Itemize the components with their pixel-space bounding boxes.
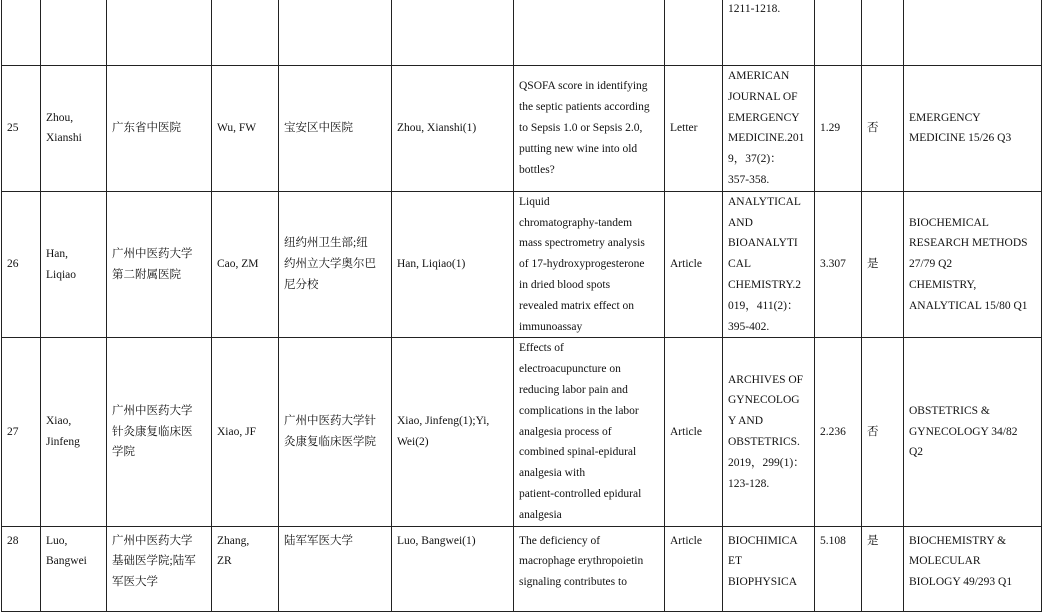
type-cell: Article [665, 526, 723, 611]
category-cell: OBSTETRICS & GYNECOLOGY 34/82 Q2 [904, 338, 1042, 526]
corresponding-author-cell: Wu, FW [212, 66, 279, 192]
type-cell: Article [665, 338, 723, 526]
authors-cell: Xiao, Jinfeng(1);Yi, Wei(2) [392, 338, 514, 526]
corresponding-unit-cell: 纽约州卫生部;纽 约州立大学奥尔巴 尼分校 [279, 191, 392, 338]
authors-cell: Zhou, Xianshi(1) [392, 66, 514, 192]
title-cell [514, 0, 665, 66]
impact-factor-cell [815, 0, 862, 66]
journal-cell: ANALYTICAL AND BIOANALYTI CAL CHEMISTRY.2 019，411(2)： 395-402. [723, 191, 815, 338]
first-unit-cell: 广州中医药大学 针灸康复临床医 学院 [107, 338, 212, 526]
corresponding-author-cell: Zhang, ZR [212, 526, 279, 611]
table-row [2, 0, 1042, 66]
first-author-cell: Luo, Bangwei [41, 526, 107, 611]
corresponding-author-cell [212, 0, 279, 66]
impact-factor-cell: 1.29 [815, 66, 862, 192]
journal-cell: AMERICAN JOURNAL OF EMERGENCY MEDICINE.201 9，37(2)： 357-358. [723, 66, 815, 192]
type-cell: Article [665, 191, 723, 338]
type-cell [665, 0, 723, 66]
corresponding-unit-cell [279, 0, 392, 66]
authors-cell: Luo, Bangwei(1) [392, 526, 514, 611]
flag-cell [862, 0, 904, 66]
category-cell [904, 0, 1042, 66]
row-number-cell: 28 [2, 526, 41, 611]
row-number-cell: 27 [2, 338, 41, 526]
type-cell: Letter [665, 66, 723, 192]
flag-cell: 否 [862, 66, 904, 192]
category-cell: BIOCHEMISTRY & MOLECULAR BIOLOGY 49/293 Q1 [904, 526, 1042, 611]
corresponding-unit-cell: 广州中医药大学针 灸康复临床医学院 [279, 338, 392, 526]
first-author-cell: Xiao, Jinfeng [41, 338, 107, 526]
row-number-cell: 25 [2, 66, 41, 192]
table-row [2, 66, 1042, 192]
corresponding-author-cell: Cao, ZM [212, 191, 279, 338]
corresponding-unit-cell: 陆军军医大学 [279, 526, 392, 611]
impact-factor-cell: 2.236 [815, 338, 862, 526]
first-author-cell [41, 0, 107, 66]
table-row [2, 526, 1042, 611]
title-cell: Liquid chromatography-tandem mass spectrometry analysis of 17-hydroxyprogesterone in dried blood spots revealed matrix effect on immunoassay [514, 191, 665, 338]
title-cell: QSOFA score in identifying the septic patients according to Sepsis 1.0 or Sepsis 2.0, putting new wine into old bottles? [514, 66, 665, 192]
category-cell: EMERGENCY MEDICINE 15/26 Q3 [904, 66, 1042, 192]
first-author-cell: Han, Liqiao [41, 191, 107, 338]
table-row [2, 338, 1042, 526]
journal-cell: 1211-1218. [723, 0, 815, 66]
row-number-cell: 26 [2, 191, 41, 338]
first-unit-cell [107, 0, 212, 66]
row-number-cell [2, 0, 41, 66]
authors-cell: Han, Liqiao(1) [392, 191, 514, 338]
impact-factor-cell: 3.307 [815, 191, 862, 338]
corresponding-unit-cell: 宝安区中医院 [279, 66, 392, 192]
publication-table [1, 0, 1042, 612]
flag-cell: 是 [862, 526, 904, 611]
impact-factor-cell: 5.108 [815, 526, 862, 611]
journal-cell: ARCHIVES OF GYNECOLOG Y AND OBSTETRICS. 2019，299(1)： 123-128. [723, 338, 815, 526]
first-author-cell: Zhou, Xianshi [41, 66, 107, 192]
title-cell: The deficiency of macrophage erythropoietin signaling contributes to [514, 526, 665, 611]
first-unit-cell: 广东省中医院 [107, 66, 212, 192]
first-unit-cell: 广州中医药大学 第二附属医院 [107, 191, 212, 338]
first-unit-cell: 广州中医药大学 基础医学院;陆军 军医大学 [107, 526, 212, 611]
authors-cell [392, 0, 514, 66]
corresponding-author-cell: Xiao, JF [212, 338, 279, 526]
flag-cell: 否 [862, 338, 904, 526]
category-cell: BIOCHEMICAL RESEARCH METHODS 27/79 Q2 CHEMISTRY, ANALYTICAL 15/80 Q1 [904, 191, 1042, 338]
journal-cell: BIOCHIMICA ET BIOPHYSICA [723, 526, 815, 611]
flag-cell: 是 [862, 191, 904, 338]
title-cell: Effects of electroacupuncture on reducing labor pain and complications in the labor analgesia process of combined spinal-epidural analgesia with patient-controlled epidural analgesia [514, 338, 665, 526]
table-row [2, 191, 1042, 338]
